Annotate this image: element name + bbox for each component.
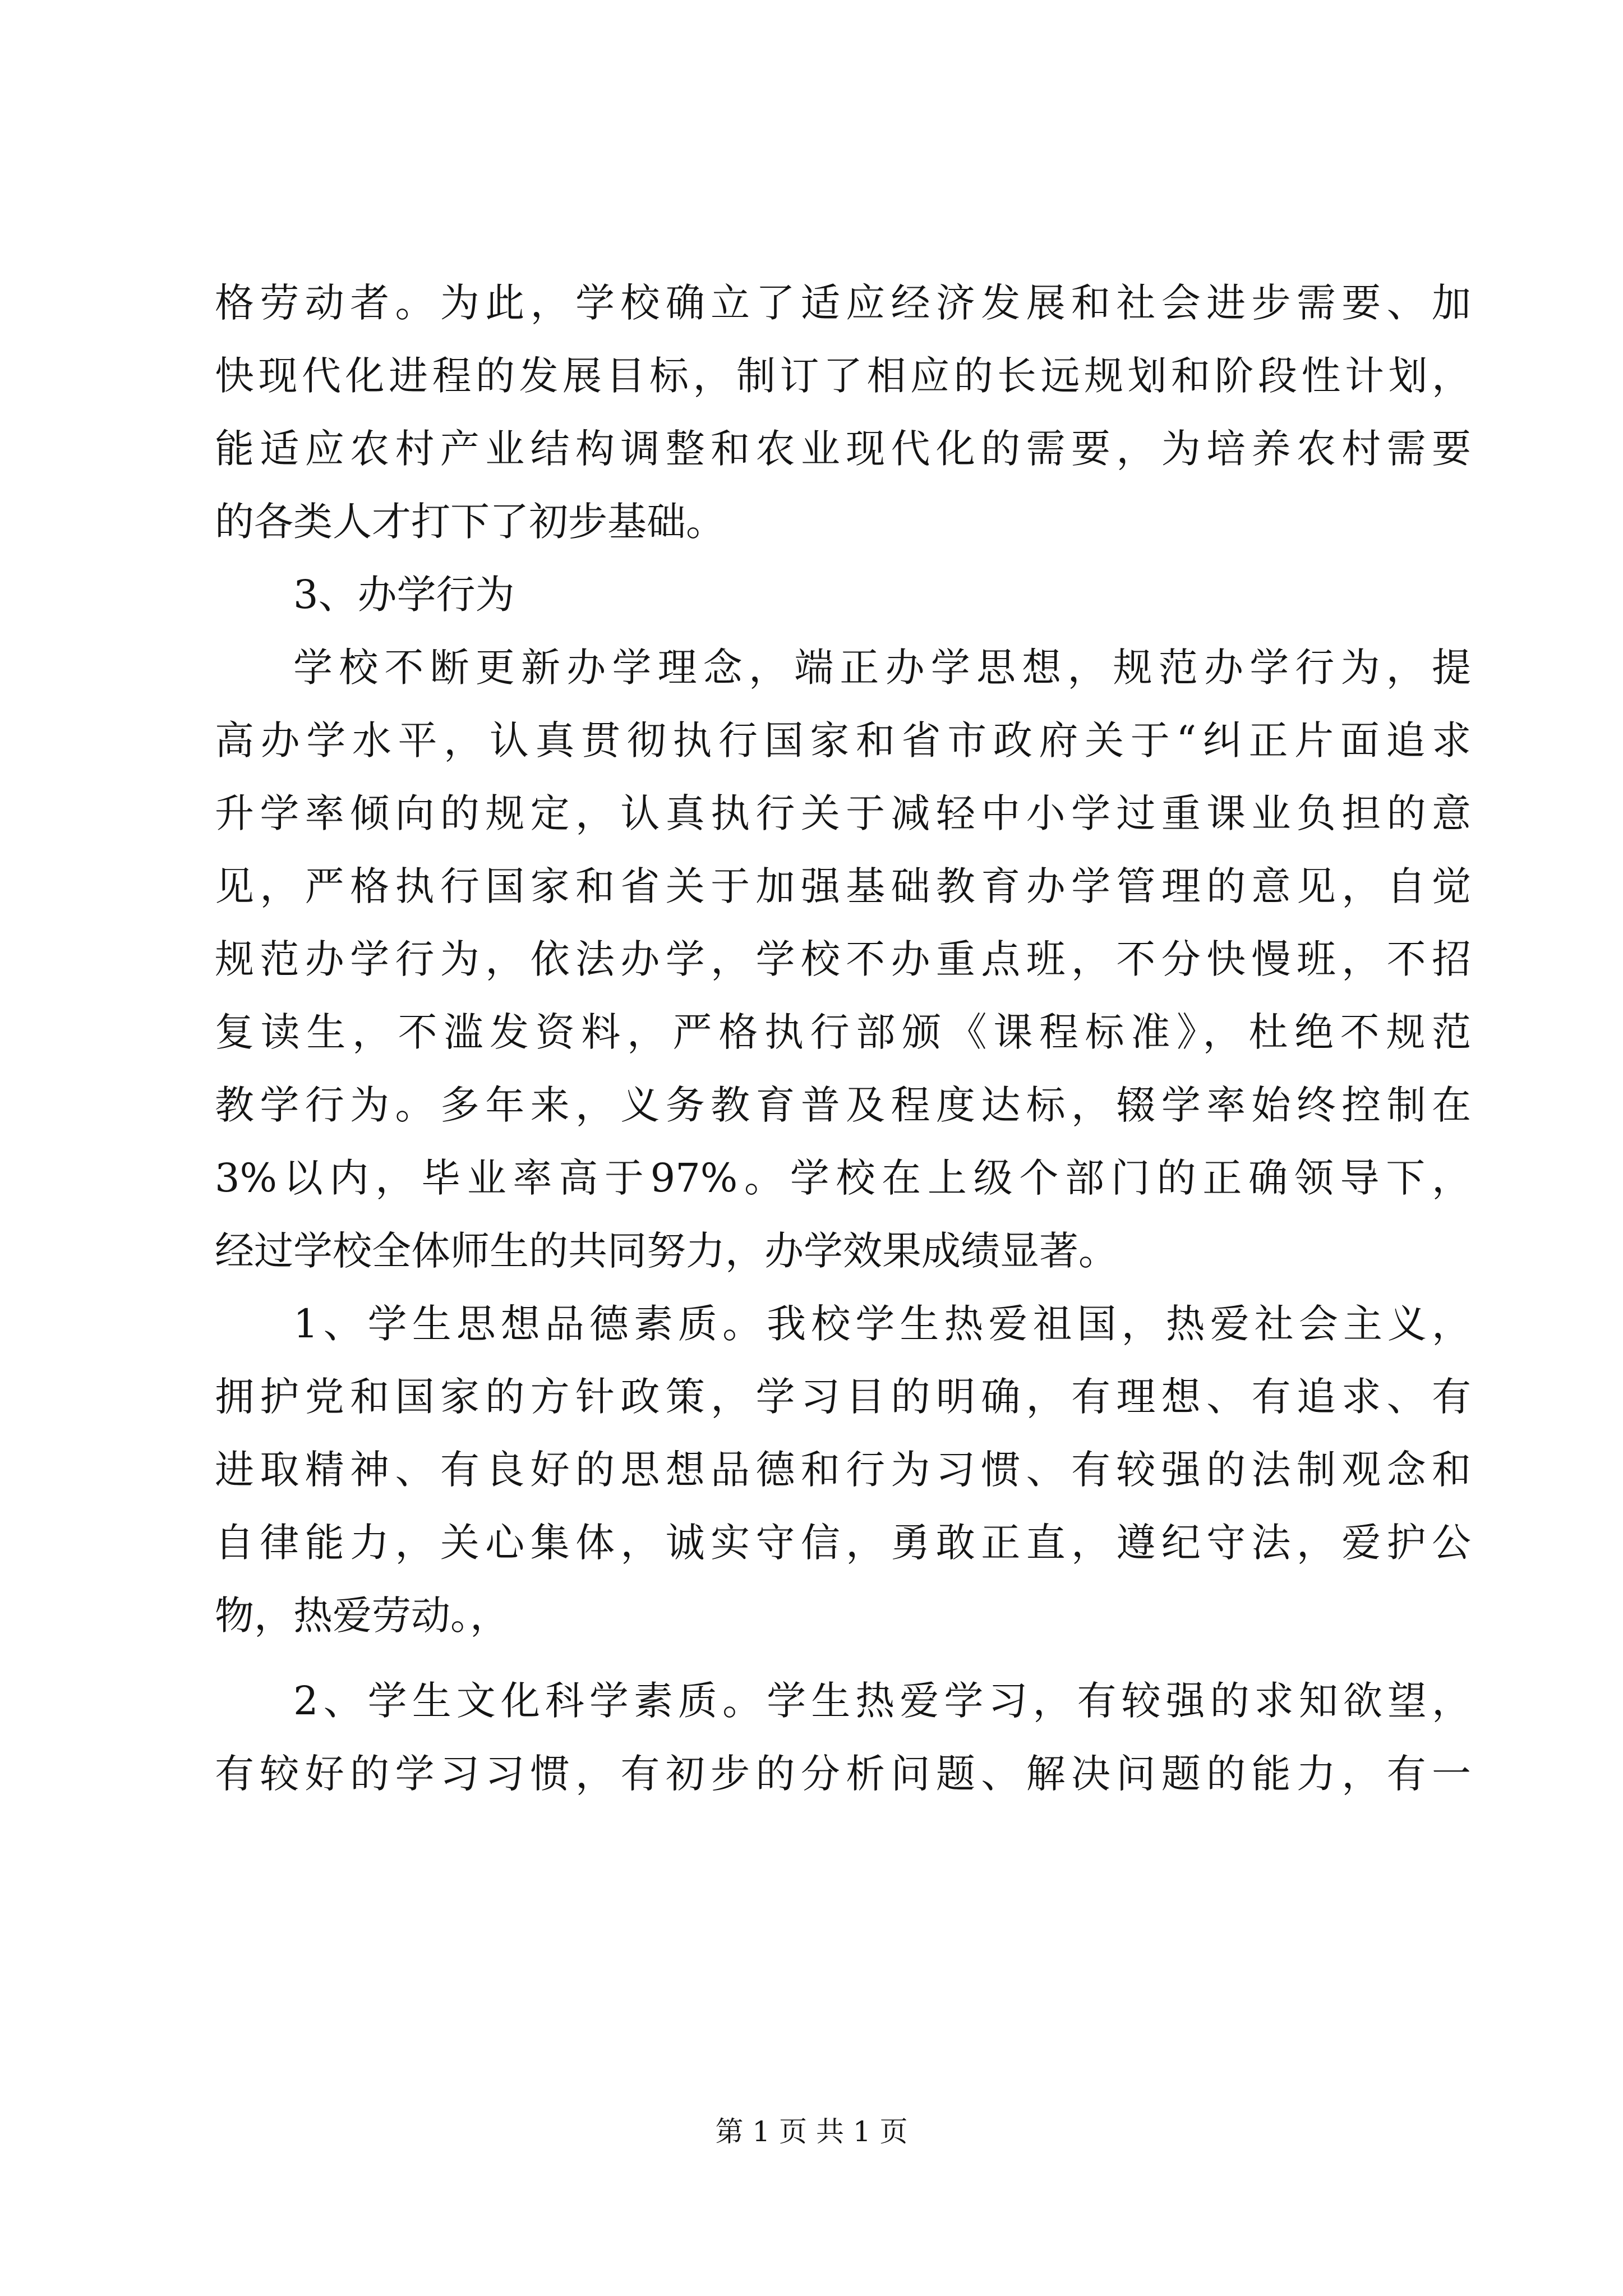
text-line: 规范办学行为，依法办学，学校不办重点班，不分快慢班，不招 [215,936,1471,982]
text-line: 自律能力，关心集体，诚实守信，勇敢正直，遵纪守法，爱护公 [215,1520,1471,1566]
text-line: 快现代化进程的发展目标，制订了相应的长远规划和阶段性计划， [215,353,1471,399]
text-line: 进取精神、有良好的思想品德和行为习惯、有较强的法制观念和 [215,1447,1471,1493]
text-line: 升学率倾向的规定，认真执行关于减轻中小学过重课业负担的意 [215,790,1471,836]
text-line: 的各类人才打下了初步基础。 [215,499,725,545]
text-line: 物，热爱劳动。， [215,1593,509,1639]
text-line: 有较好的学习习惯，有初步的分析问题、解决问题的能力，有一 [215,1751,1471,1797]
section-heading: 3、办学行为 [293,572,515,618]
text-line: 1、学生思想品德素质。我校学生热爱祖国，热爱社会主义， [293,1301,1471,1347]
text-line: 拥护党和国家的方针政策，学习目的明确，有理想、有追求、有 [215,1374,1471,1420]
document-body [215,266,1471,1810]
text-line: 3%以内，毕业率高于97%。学校在上级个部门的正确领导下， [215,1155,1471,1201]
text-line: 高办学水平，认真贯彻执行国家和省市政府关于“纠正片面追求 [215,717,1471,763]
text-line: 见，严格执行国家和省关于加强基础教育办学管理的意见，自觉 [215,863,1471,909]
page-number-footer: 第 1 页 共 1 页 [715,2115,908,2148]
text-line: 经过学校全体师生的共同努力，办学效果成绩显著。 [215,1228,1118,1274]
text-line: 能适应农村产业结构调整和农业现代化的需要，为培养农村需要 [215,426,1471,472]
text-line: 学校不断更新办学理念，端正办学思想，规范办学行为，提 [293,645,1471,691]
text-line: 教学行为。多年来，义务教育普及程度达标，辍学率始终控制在 [215,1082,1471,1128]
text-line: 2、学生文化科学素质。学生热爱学习，有较强的求知欲望， [293,1678,1471,1724]
text-line: 格劳动者。为此，学校确立了适应经济发展和社会进步需要、加 [215,280,1471,326]
text-line: 复读生，不滥发资料，严格执行部颁《课程标准》，杜绝不规范 [215,1009,1471,1055]
